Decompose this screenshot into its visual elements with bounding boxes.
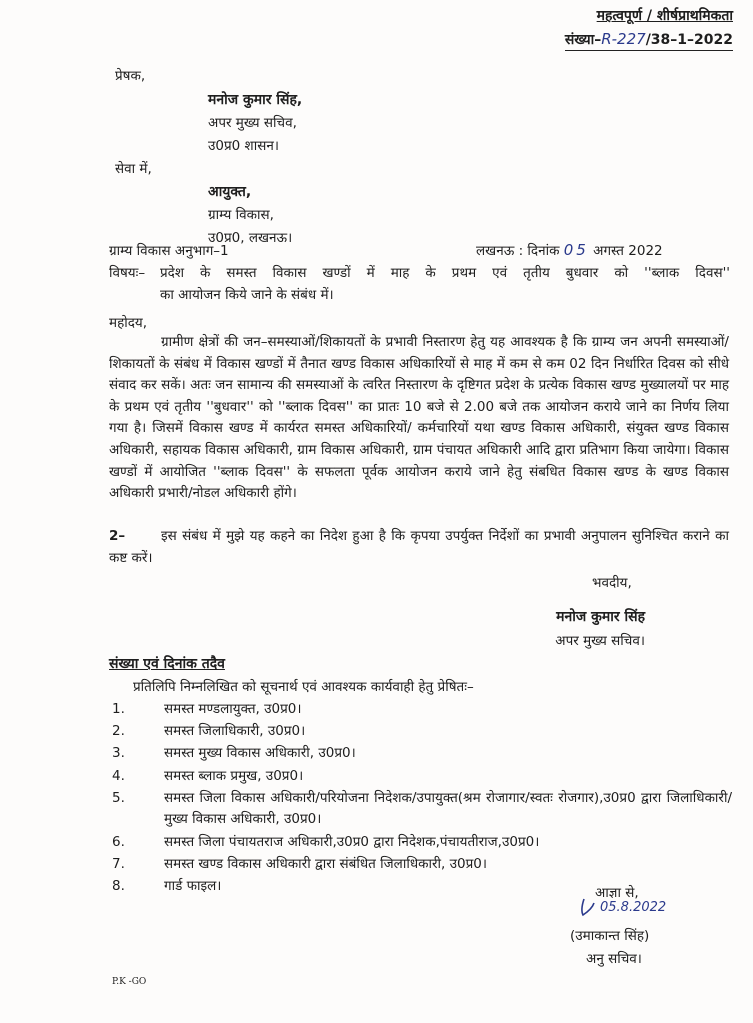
subject-line-2: का आयोजन किये जाने के संबंध में। xyxy=(160,287,334,303)
list-item-text: समस्त मुख्य विकास अधिकारी, उ0प्र0। xyxy=(164,745,356,761)
list-item-text: समस्त खण्ड विकास अधिकारी द्वारा संबंधित जिलाधिकारी, उ0प्र0। xyxy=(164,856,487,872)
ref-handwritten: R-227 xyxy=(601,30,646,48)
list-item xyxy=(112,876,732,897)
list-item-text: समस्त ब्लाक प्रमुख, उ0प्र0। xyxy=(164,768,304,784)
sender-name: मनोज कुमार सिंह, xyxy=(208,92,303,108)
sender-designation: अपर मुख्य सचिव, xyxy=(208,115,297,131)
recipient-location: उ0प्र0, लखनऊ। xyxy=(208,230,293,246)
recipient-name: आयुक्त, xyxy=(208,184,252,200)
paragraph-2-number: 2– xyxy=(109,528,126,544)
list-item-number: 7. xyxy=(112,856,125,872)
list-item-number: 1. xyxy=(112,701,125,717)
date-prefix: लखनऊ : दिनांक xyxy=(476,243,560,259)
signature-date: 05.8.2022 xyxy=(600,900,667,915)
copy-heading: संख्या एवं दिनांक तदैव xyxy=(109,656,225,672)
list-item xyxy=(112,788,732,830)
by-order-label: आज्ञा से, xyxy=(595,885,639,901)
subject-line-1: प्रदेश के समस्त विकास खण्डों में माह के प्रथम एवं तृतीय बुधवार को ''ब्लाक दिवस'' xyxy=(160,265,730,281)
valediction: भवदीय, xyxy=(592,575,632,591)
ref-prefix: संख्या– xyxy=(564,32,602,48)
list-item-number: 8. xyxy=(112,878,125,894)
dateline xyxy=(476,241,663,259)
section-name: ग्राम्य विकास अनुभाग–1 xyxy=(109,243,229,259)
list-item xyxy=(112,766,732,787)
list-item-number: 5. xyxy=(112,790,125,806)
list-item xyxy=(112,743,732,764)
list-item-text: समस्त जिलाधिकारी, उ0प्र0। xyxy=(164,723,306,739)
body-paragraph-1 xyxy=(109,332,729,505)
ref-suffix: /38–1–2022 xyxy=(645,32,733,48)
footer-code: P.K -GO xyxy=(112,977,147,987)
sender-label: प्रेषक, xyxy=(115,68,146,84)
list-item-text: गार्ड फाइल। xyxy=(164,878,222,894)
signature-icon xyxy=(578,897,598,919)
priority-label: महत्वपूर्ण / शीर्षप्राथमिकता xyxy=(596,8,733,24)
body-paragraph-2-text: इस संबंध में मुझे यह कहने का निदेश हुआ है कि कृपया उपर्युक्त निर्देशों का प्रभावी अनुपालन सुनिश्चित कराने का कष्ट करें। xyxy=(109,528,729,566)
date-suffix: अगस्त 2022 xyxy=(593,243,663,259)
list-item xyxy=(112,832,732,853)
list-item xyxy=(112,721,732,742)
list-item-number: 4. xyxy=(112,768,125,784)
signoff-name: (उमाकान्त सिंह) xyxy=(570,928,650,944)
signoff-designation: अनु सचिव। xyxy=(586,951,642,967)
list-item-number: 6. xyxy=(112,834,125,850)
list-item xyxy=(112,854,732,875)
subject-label: विषयः– xyxy=(109,265,146,281)
list-item-text: समस्त जिला पंचायतराज अधिकारी,उ0प्र0 द्वारा निदेशक,पंचायतीराज,उ0प्र0। xyxy=(164,834,540,850)
recipient-label: सेवा में, xyxy=(115,161,152,177)
reference-number xyxy=(565,30,733,51)
copy-intro: प्रतिलिपि निम्नलिखित को सूचनार्थ एवं आवश्यक कार्यवाही हेतु प्रेषितः– xyxy=(133,679,474,695)
list-item-number: 2. xyxy=(112,723,125,739)
date-day-handwritten: 05 xyxy=(563,241,589,259)
sender-office: उ0प्र0 शासन। xyxy=(208,138,279,154)
body-paragraph-2 xyxy=(109,526,729,569)
list-item xyxy=(112,699,732,720)
closing-designation: अपर मुख्य सचिव। xyxy=(555,633,645,649)
recipient-department: ग्राम्य विकास, xyxy=(208,207,274,223)
list-item-text: समस्त मण्डलायुक्त, उ0प्र0। xyxy=(164,701,302,717)
list-item-text: समस्त जिला विकास अधिकारी/परियोजना निदेशक/उपायुक्त(श्रम रोजागार/स्वतः रोजगार),उ0प्र0 द्वारा जिलाधिकारी/मुख्य विकास अधिकारी, उ0प्र0। xyxy=(164,790,732,827)
closing-name: मनोज कुमार सिंह xyxy=(556,609,645,625)
list-item-number: 3. xyxy=(112,745,125,761)
salutation: महोदय, xyxy=(109,315,148,331)
body-paragraph-1-text: ग्रामीण क्षेत्रों की जन–समस्याओं/शिकायतों के प्रभावी निस्तारण हेतु यह आवश्यक है कि ग्राम्य जन अपनी समस्याओं/शिकायतों के संबंध में विकास खण्डों में तैनात खण्ड विकास अधिकारियों से माह में कम से कम 02 दिन निर्धारित दिवस को सीधे संवाद कर सकें। अतः जन सामान्य की समस्याओं के त्वरित निस्तारण के दृष्टिगत प्रदेश के प्रत्येक विकास खण्ड मुख्यालयों पर माह के प्रथम एवं तृतीय ''बुधवार'' को ''ब्लाक दिवस'' का प्रातः 10 बजे से 2.00 बजे तक आयोजन कराये जाने का निर्णय लिया गया है। जिसमें विकास खण्ड में कार्यरत समस्त अधिकारियों/ कर्मचारियों यथा खण्ड विकास अधिकारी, संयुक्त खण्ड विकास अधिकारी, सहायक विकास अधिकारी, ग्राम विकास अधिकारी, ग्राम पंचायत अधिकारी आदि द्वारा प्रतिभाग किया जायेगा। विकास खण्डों में आयोजित ''ब्लाक दिवस'' के सफलता पूर्वक आयोजन कराये जाने हेतु संबधित विकास खण्ड के खण्ड विकास अधिकारी प्रभारी/नोडल अधिकारी होंगे। xyxy=(109,334,729,502)
